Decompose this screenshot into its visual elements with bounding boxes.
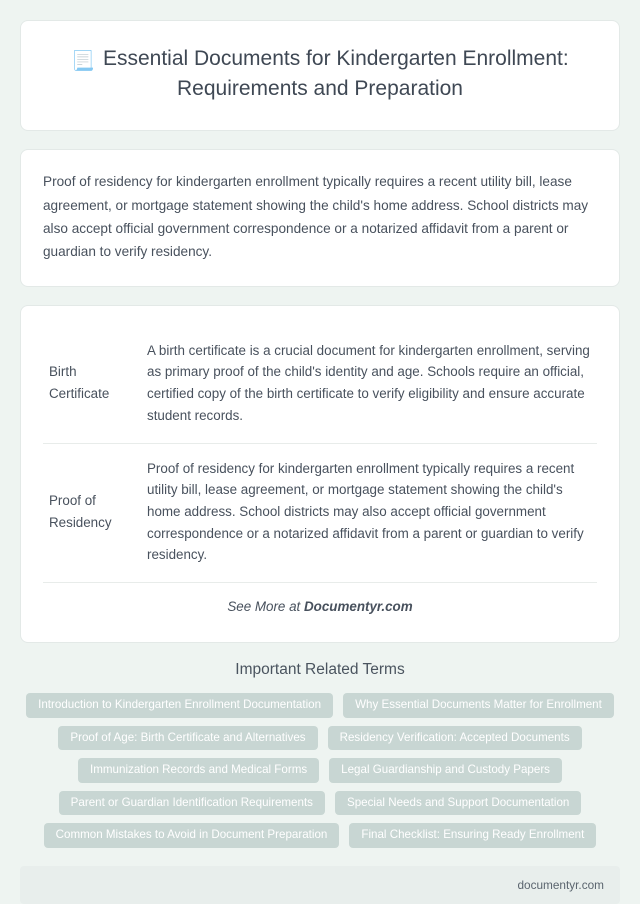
related-terms-list — [20, 693, 620, 848]
table-row — [43, 326, 597, 443]
list-item[interactable]: Common Mistakes to Avoid in Document Preparation — [44, 823, 340, 848]
list-item[interactable]: Immunization Records and Medical Forms — [78, 758, 319, 783]
document-icon: 📃 — [71, 51, 95, 72]
list-item[interactable]: Parent or Guardian Identification Requirements — [59, 791, 325, 816]
related-terms-heading: Important Related Terms — [235, 661, 405, 679]
definitions-card — [20, 305, 620, 643]
list-item[interactable]: Proof of Age: Birth Certificate and Alternatives — [58, 726, 317, 751]
title-card — [20, 20, 620, 131]
footer — [20, 866, 620, 904]
page-title — [51, 45, 589, 104]
term-definition: A birth certificate is a crucial document for kindergarten enrollment, serving as primary proof of the child's identity and age. Schools require an official, certified copy of the birth certificate to verify eligibility and ensure accurate student records. — [141, 326, 597, 443]
term-label: Proof of Residency — [43, 443, 141, 583]
definitions-table — [43, 326, 597, 583]
list-item[interactable]: Residency Verification: Accepted Documents — [328, 726, 582, 751]
summary-text: Proof of residency for kindergarten enrollment typically requires a recent utility bill, lease agreement, or mortgage statement showing the child's home address. School districts may also accept official government correspondence or a notarized affidavit from a parent or guardian to verify residency. — [43, 174, 589, 260]
list-item[interactable]: Introduction to Kindergarten Enrollment Documentation — [26, 693, 333, 718]
related-terms-section — [20, 661, 620, 848]
page-title-text: Essential Documents for Kindergarten Enrollment: Requirements and Preparation — [102, 47, 569, 101]
list-item[interactable]: Why Essential Documents Matter for Enrollment — [343, 693, 614, 718]
footer-site-label: documentyr.com — [517, 877, 604, 892]
see-more-link[interactable]: Documentyr.com — [304, 599, 413, 615]
see-more-line — [43, 583, 597, 628]
term-label: Birth Certificate — [43, 326, 141, 443]
list-item[interactable]: Special Needs and Support Documentation — [335, 791, 581, 816]
list-item[interactable]: Legal Guardianship and Custody Papers — [329, 758, 562, 783]
summary-card — [20, 149, 620, 287]
see-more-prefix: See More at — [227, 599, 304, 615]
table-row — [43, 443, 597, 583]
term-definition: Proof of residency for kindergarten enrollment typically requires a recent utility bill, lease agreement, or mortgage statement showing the child's home address. School districts may also accept official government correspondence or a notarized affidavit from a parent or guardian to verify residency. — [141, 443, 597, 583]
list-item[interactable]: Final Checklist: Ensuring Ready Enrollment — [349, 823, 596, 848]
